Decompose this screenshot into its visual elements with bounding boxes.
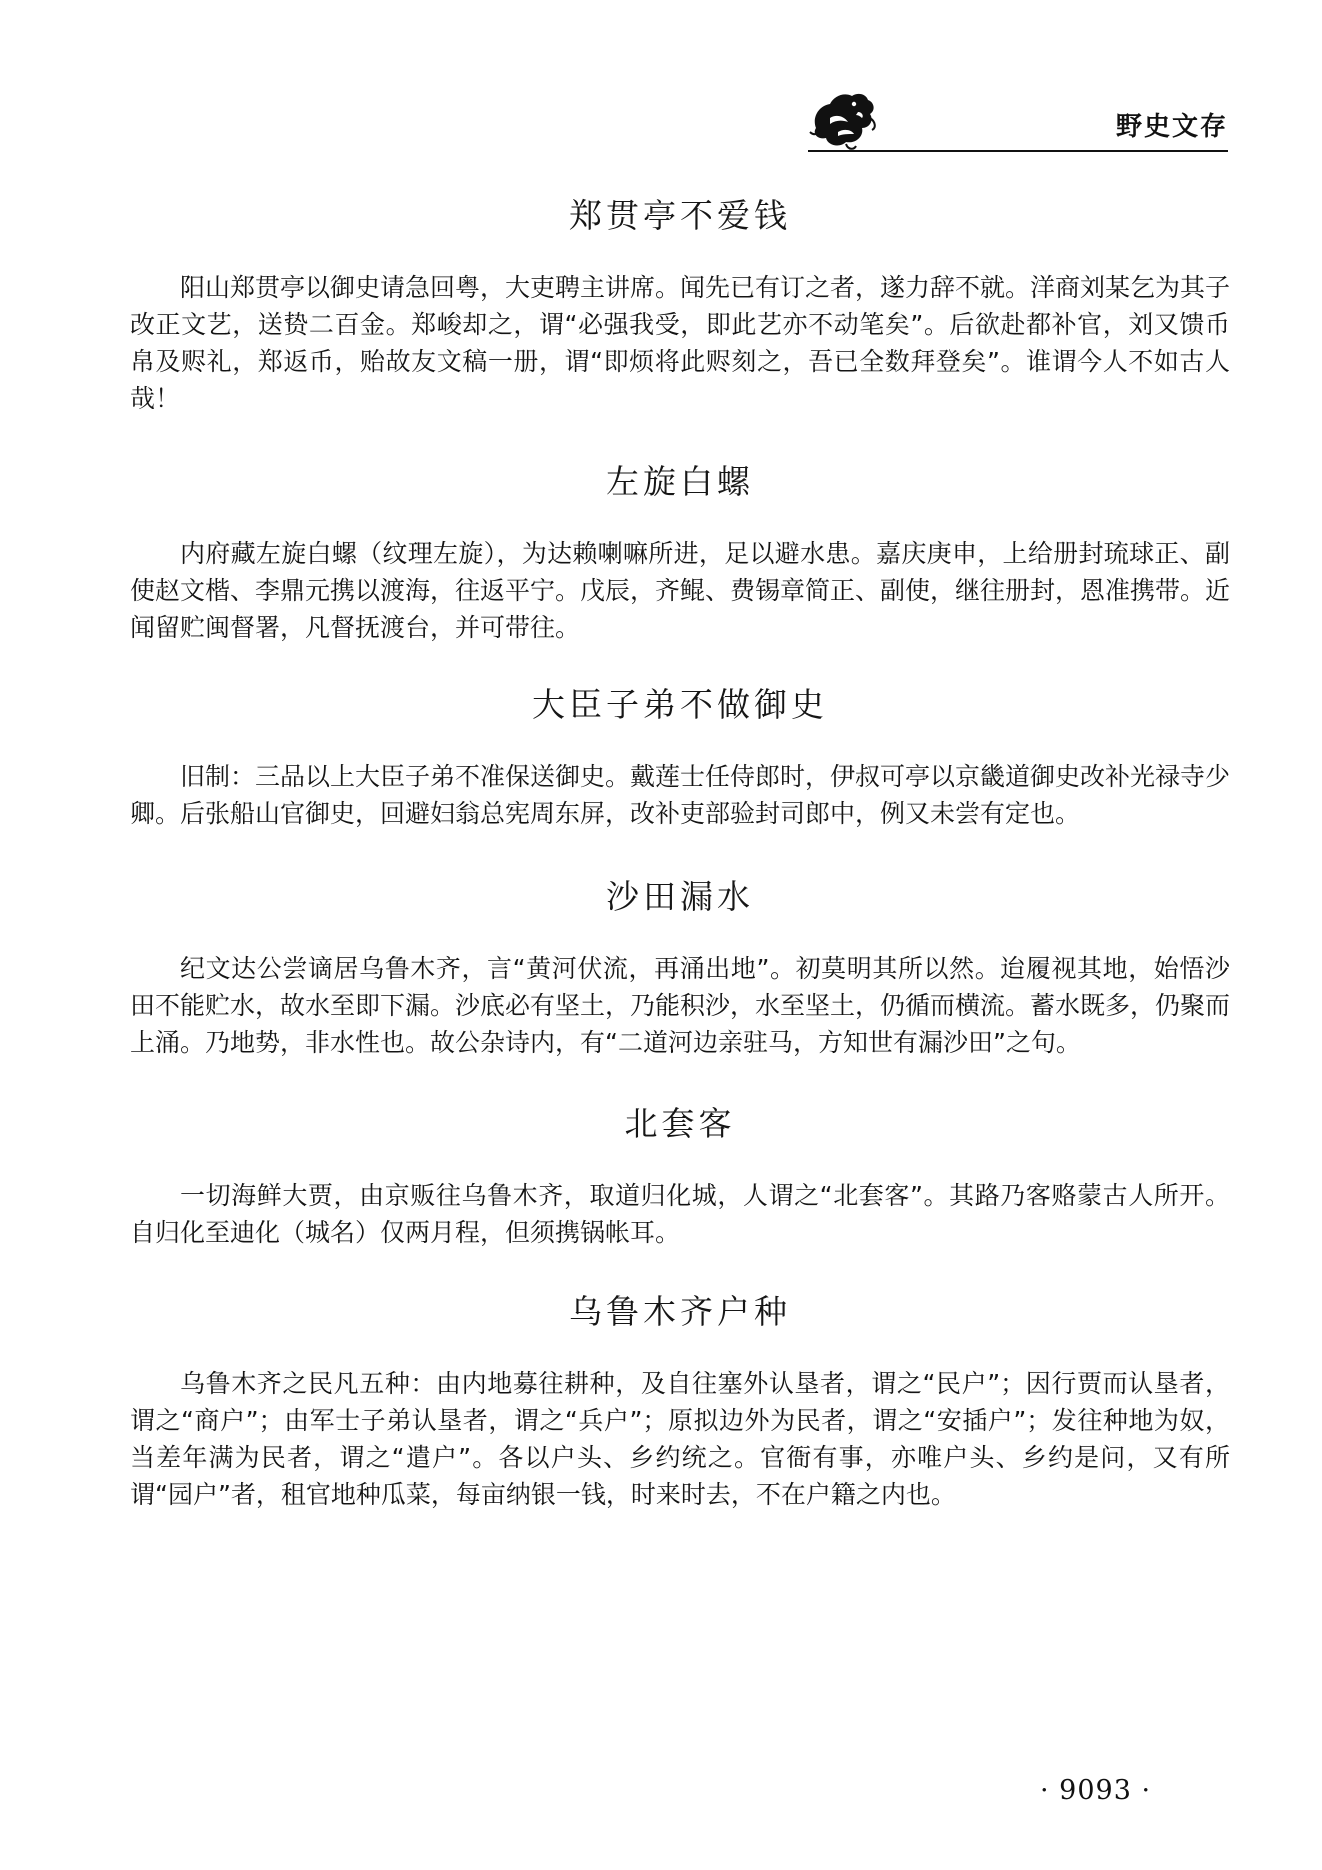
section-body: 内府藏左旋白螺（纹理左旋），为达赖喇嘛所进，足以避水患。嘉庆庚申，上给册封琉球正、副使赵文楷、李鼎元携以渡海，往返平宁。戊辰，齐鲲、费锡章简正、副使，继往册封，恩准携带。近闻留贮闽督署，凡督抚渡台，并可带往。 xyxy=(130,539,1231,642)
section-body: 阳山郑贯亭以御史请急回粤，大吏聘主讲席。闻先已有订之者，遂力辞不就。洋商刘某乞为其子改正文艺，送贽二百金。郑峻却之，谓“必强我受，即此艺亦不动笔矣”。后欲赴都补官，刘又馈币帛及赆礼，郑返币，贻故友文稿一册，谓“即烦将此赆刻之，吾已全数拜登矣”。谁谓今人不如古人哉！ xyxy=(130,273,1231,413)
section-title: 郑贯亭不爱钱 xyxy=(569,196,791,235)
page-number: · 9093 · xyxy=(1040,1775,1152,1806)
section-body: 旧制：三品以上大臣子弟不准保送御史。戴莲士任侍郎时，伊叔可亭以京畿道御史改补光禄寺少卿。后张船山官御史，回避妇翁总宪周东屏，改补吏部验封司郎中，例又未尝有定也。 xyxy=(130,762,1231,828)
section-beitaoke xyxy=(130,1103,1230,1251)
section-body: 纪文达公尝谪居乌鲁木齐，言“黄河伏流，再涌出地”。初莫明其所以然。迨履视其地，始悟沙田不能贮水，故水至即下漏。沙底必有坚土，乃能积沙，水至坚土，仍循而横流。蓄水既多，仍聚而上涌。乃地势，非水性也。故公杂诗内，有“二道河边亲驻马，方知世有漏沙田”之句。 xyxy=(130,954,1231,1057)
header-rule xyxy=(808,150,1228,152)
section-zuoxuan-bailuo xyxy=(130,461,1230,646)
section-dachen-zidi xyxy=(130,684,1230,832)
header-title: 野史文存 xyxy=(1115,112,1228,142)
running-header xyxy=(808,88,1228,158)
article-content xyxy=(130,195,1230,1513)
section-wulumuqi-huzhong xyxy=(130,1291,1230,1513)
section-title: 北套客 xyxy=(624,1104,736,1143)
section-title: 大臣子弟不做御史 xyxy=(532,685,828,724)
section-title: 左旋白螺 xyxy=(606,462,754,501)
dragon-emblem-icon xyxy=(808,88,878,152)
section-body: 一切海鲜大贾，由京贩往乌鲁木齐，取道归化城，人谓之“北套客”。其路乃客赂蒙古人所开。自归化至迪化（城名）仅两月程，但须携锅帐耳。 xyxy=(130,1181,1230,1247)
section-title: 沙田漏水 xyxy=(606,877,754,916)
section-shatian-loushui xyxy=(130,876,1230,1061)
section-body: 乌鲁木齐之民凡五种：由内地募往耕种，及自往塞外认垦者，谓之“民户”；因行贾而认垦者，谓之“商户”；由军士子弟认垦者，谓之“兵户”；原拟边外为民者，谓之“安插户”；发往种地为奴，当差年满为民者，谓之“遣户”。各以户头、乡约统之。官衙有事，亦唯户头、乡约是问，又有所谓“园户”者，租官地种瓜菜，每亩纳银一钱，时来时去，不在户籍之内也。 xyxy=(130,1369,1230,1509)
section-zheng-guanting xyxy=(130,195,1230,417)
section-title: 乌鲁木齐户种 xyxy=(569,1292,791,1331)
